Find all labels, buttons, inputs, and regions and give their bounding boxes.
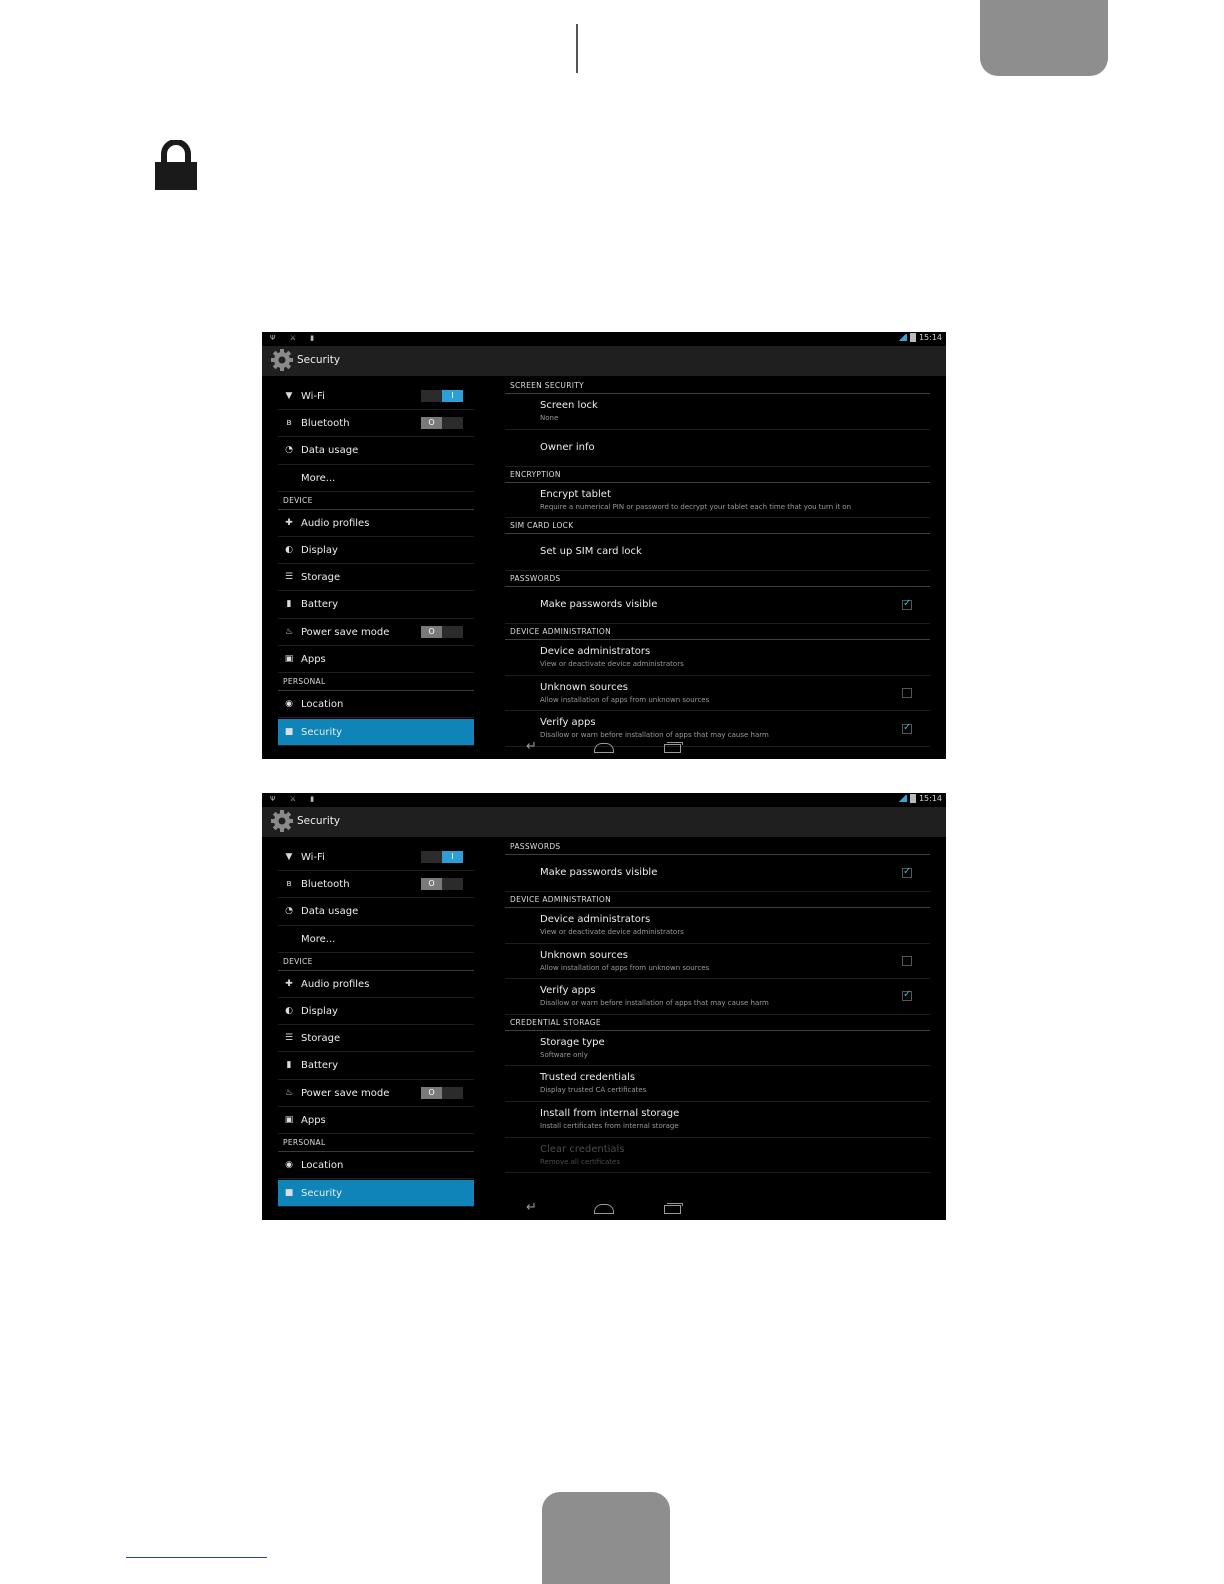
section-header: SCREEN SECURITY [505,378,930,394]
data-usage-icon: ◔ [285,906,293,917]
setting-set-up-sim-card-lock[interactable] [505,534,930,571]
apps-icon: ▣ [284,653,294,664]
status-right [898,794,942,803]
apps-icon: ▣ [284,1114,294,1125]
make-passwords-visible-checkbox[interactable] [902,600,912,610]
make-passwords-visible-checkbox[interactable] [902,868,912,878]
sidebar-item-display[interactable] [278,537,474,564]
battery-status-icon [910,333,916,342]
setting-summary: Software only [540,1050,588,1059]
power-save-icon: ♨ [284,626,294,637]
setting-clear-credentials[interactable] [505,1138,930,1174]
recent-apps-icon[interactable] [664,1205,681,1214]
sidebar-item-label: Apps [301,653,326,665]
setting-storage-type[interactable] [505,1031,930,1067]
sidebar-item-data-usage[interactable] [278,898,474,925]
setting-summary: Display trusted CA certificates [540,1086,647,1095]
sidebar-scroll-edge [278,376,474,383]
setting-title: Unknown sources [540,949,629,961]
section-header: CREDENTIAL STORAGE [505,1015,930,1031]
sidebar-section-header: PERSONAL [278,673,474,691]
section-header: ENCRYPTION [505,467,930,483]
display-icon: ◐ [285,1005,293,1016]
sidebar-item-wi-fi[interactable] [278,844,474,871]
sidebar-item-storage[interactable] [278,1025,474,1052]
system-nav-bar [520,741,680,755]
power-save-mode-toggle[interactable] [421,1087,463,1099]
toggle-knob: O [421,417,442,429]
setting-title: Encrypt tablet [540,488,611,500]
bluetooth-icon: ʙ [286,418,292,429]
system-nav-bar [520,1202,680,1216]
sidebar-item-label: Location [301,1159,344,1171]
setting-title: Make passwords visible [540,599,658,611]
sidebar-item-power-save-mode[interactable] [278,619,474,646]
battery-status-icon [910,794,916,803]
settings-gear-icon[interactable] [270,809,294,833]
setting-title: Device administrators [540,646,651,658]
signal-icon [898,334,907,341]
sidebar-item-label: Battery [301,599,339,611]
action-bar [262,346,946,376]
sidebar-item-audio-profiles[interactable] [278,510,474,537]
verify-apps-checkbox[interactable] [902,991,912,1001]
wifi-icon: ▼ [285,391,293,401]
action-bar [262,807,946,837]
sidebar-item-label: Battery [301,1060,339,1072]
sidebar-item-label: Security [301,727,343,739]
sidebar-item-more[interactable] [278,465,474,492]
sidebar-item-location[interactable] [278,1152,474,1179]
sidebar-item-audio-profiles[interactable] [278,971,474,998]
sidebar-section-header: DEVICE [278,953,474,971]
audio-profiles-icon: ✚ [285,978,293,989]
status-bar [262,332,946,346]
sidebar-item-display[interactable] [278,998,474,1025]
signal-icon [898,795,907,802]
setting-title: Screen lock [540,400,598,411]
setting-encrypt-tablet[interactable] [505,483,930,519]
sidebar-item-more[interactable] [278,926,474,953]
sidebar-scroll-edge [278,837,474,844]
sidebar-item-label: Location [301,698,344,710]
bluetooth-toggle[interactable] [421,878,463,890]
toggle-knob: I [442,851,463,863]
sidebar-item-security[interactable] [278,1180,474,1207]
unknown-sources-checkbox[interactable] [902,956,912,966]
sidebar-item-storage[interactable] [278,564,474,591]
storage-icon: ☰ [284,572,294,583]
sidebar-section-header: PERSONAL [278,1134,474,1152]
bluetooth-icon: ʙ [286,879,292,890]
security-settings-list [505,378,930,747]
recent-apps-icon[interactable] [664,744,681,753]
section-header: DEVICE ADMINISTRATION [505,624,930,640]
tablet-screenshot-1 [262,332,946,759]
location-icon: ◉ [285,698,293,709]
tablet-screenshot-2 [262,793,946,1220]
power-save-mode-toggle[interactable] [421,626,463,638]
sidebar-item-apps[interactable] [278,646,474,673]
unknown-sources-checkbox[interactable] [902,688,912,698]
setting-title: Device administrators [540,914,651,925]
action-bar-title: Security [297,815,341,827]
chapter-tab [980,0,1108,76]
status-time: 15:14 [918,333,942,342]
sidebar-item-label: Data usage [301,445,359,457]
setting-verify-apps[interactable] [505,979,930,1015]
setting-make-passwords-visible[interactable] [505,855,930,892]
sidebar-item-battery[interactable] [278,591,474,618]
storage-icon: ☰ [284,1033,294,1044]
setting-summary: View or deactivate device administrators [540,928,684,936]
home-icon[interactable] [594,743,614,753]
sidebar-item-label: Bluetooth [301,418,350,430]
data-usage-icon: ◔ [285,445,293,456]
section-header: DEVICE ADMINISTRATION [505,892,930,908]
footnote-rule [126,1557,267,1558]
section-header: PASSWORDS [505,571,930,587]
setting-title: Storage type [540,1036,605,1048]
setting-title: Verify apps [540,717,596,729]
battery-icon: ▮ [286,1060,292,1071]
sidebar-item-bluetooth[interactable] [278,871,474,898]
home-icon[interactable] [594,1204,614,1214]
toggle-knob: O [421,1087,442,1099]
status-time: 15:14 [918,794,942,803]
security-lock-icon: ■ [284,1188,294,1199]
status-icons: Ψ ⚔ ▮ [270,795,321,803]
status-bar [262,793,946,807]
section-header: SIM CARD LOCK [505,518,930,534]
setting-summary: None [540,414,559,422]
sidebar-item-label: Security [301,1188,343,1200]
back-icon[interactable]: ↵ [526,1200,537,1215]
setting-summary: Require a numerical PIN or password to decrypt your tablet each time that you turn it on [540,502,852,511]
settings-sidebar [278,376,474,746]
setting-unknown-sources[interactable] [505,944,930,980]
wi-fi-toggle[interactable] [421,390,463,402]
sidebar-item-label: Storage [301,572,341,584]
power-save-icon: ♨ [284,1087,294,1098]
sidebar-item-security[interactable] [278,719,474,746]
setting-title: Make passwords visible [540,867,658,878]
setting-install-from-internal-storage[interactable] [505,1102,930,1138]
setting-summary: Allow installation of apps from unknown sources [540,695,710,704]
setting-summary: Allow installation of apps from unknown sources [540,963,710,972]
location-icon: ◉ [285,1159,293,1170]
setting-summary: Remove all certificates [540,1157,621,1166]
header-divider [576,24,578,73]
sidebar-item-power-save-mode[interactable] [278,1080,474,1107]
toggle-knob: O [421,626,442,638]
sidebar-item-label: Display [301,1005,338,1017]
sidebar-item-label: Audio profiles [301,978,370,990]
setting-device-administrators[interactable] [505,908,930,944]
setting-make-passwords-visible[interactable] [505,587,930,624]
sidebar-item-label: More... [301,472,336,484]
status-right [898,333,942,342]
display-icon: ◐ [285,544,293,555]
sidebar-item-label: Power save mode [301,1087,390,1099]
security-lock-icon: ■ [284,727,294,738]
sidebar-item-label: Wi-Fi [301,852,325,863]
wi-fi-toggle[interactable] [421,851,463,863]
setting-summary: View or deactivate device administrators [540,660,684,669]
setting-title: Unknown sources [540,681,629,693]
sidebar-item-data-usage[interactable] [278,437,474,464]
setting-title: Clear credentials [540,1143,625,1155]
sidebar-item-location[interactable] [278,691,474,718]
toggle-knob: I [442,390,463,402]
sidebar-item-label: Storage [301,1033,341,1045]
status-icons: Ψ ⚔ ▮ [270,334,321,342]
sidebar-item-wi-fi[interactable] [278,383,474,410]
setting-device-administrators[interactable] [505,640,930,676]
sidebar-item-label: Apps [301,1114,326,1126]
setting-title: Trusted credentials [540,1072,636,1084]
page-number-tab [542,1492,670,1584]
verify-apps-checkbox[interactable] [902,724,912,734]
settings-sidebar [278,837,474,1207]
sidebar-item-label: Audio profiles [301,517,370,529]
setting-summary: Disallow or warn before installation of apps that may cause harm [540,731,769,740]
sidebar-item-label: Power save mode [301,626,390,638]
setting-title: Verify apps [540,985,596,997]
wifi-icon: ▼ [285,852,293,862]
sidebar-item-apps[interactable] [278,1107,474,1134]
setting-trusted-credentials[interactable] [505,1066,930,1102]
battery-icon: ▮ [286,599,292,610]
bluetooth-toggle[interactable] [421,417,463,429]
settings-gear-icon[interactable] [270,348,294,372]
security-settings-list [505,839,930,1173]
setting-title: Set up SIM card lock [540,546,642,558]
setting-title: Owner info [540,441,595,453]
toggle-knob: O [421,878,442,890]
setting-unknown-sources[interactable] [505,676,930,712]
sidebar-item-battery[interactable] [278,1052,474,1079]
sidebar-item-bluetooth[interactable] [278,410,474,437]
setting-summary: Install certificates from internal storage [540,1121,679,1130]
setting-owner-info[interactable] [505,430,930,467]
sidebar-section-header: DEVICE [278,492,474,510]
setting-screen-lock[interactable] [505,394,930,430]
back-icon[interactable]: ↵ [526,739,537,754]
sidebar-item-label: Display [301,544,338,556]
audio-profiles-icon: ✚ [285,517,293,528]
action-bar-title: Security [297,354,341,366]
setting-title: Install from internal storage [540,1107,680,1119]
setting-summary: Disallow or warn before installation of apps that may cause harm [540,999,769,1008]
section-header: PASSWORDS [505,839,930,855]
lock-icon [155,140,197,190]
sidebar-item-label: Bluetooth [301,879,350,891]
sidebar-item-label: Data usage [301,906,359,918]
sidebar-item-label: More... [301,933,336,945]
sidebar-item-label: Wi-Fi [301,391,325,402]
